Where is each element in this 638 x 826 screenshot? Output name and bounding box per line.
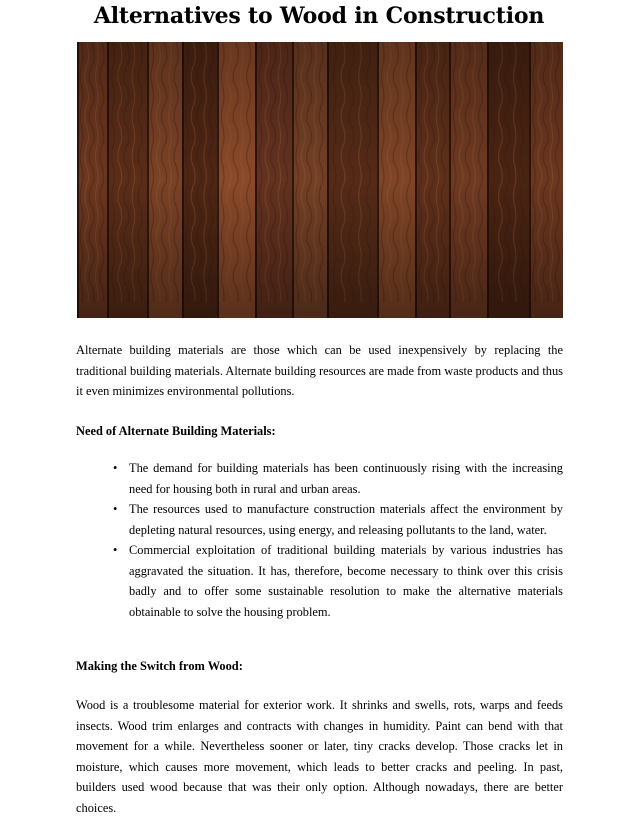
list-item [76,540,563,622]
switch-paragraph: Wood is a troublesome material for exterior work. It shrinks and swells, rots, warps and feeds insects. Wood trim enlarges and contracts with changes in humidity. Paint can bend with that movement for a while. Nevertheless sooner or later, tiny cracks develop. Those cracks let in moisture, which causes more movement, which leads to better cracks and peeling. In past, builders used wood because that was their only option. Although nowadays, there are better choices. [76,698,563,815]
bullet-marker: • [113,502,118,516]
bullet-marker: • [113,543,118,557]
wood-planks-photo [77,42,563,318]
needs-list [76,458,563,622]
section-heading-need: Need of Alternate Building Materials: [76,424,276,438]
bullet-marker: • [113,461,118,475]
section-heading-switch: Making the Switch from Wood: [76,659,243,673]
list-item-text: The resources used to manufacture construction materials affect the environment by depleting natural resources, using energy, and releasing pollutants to the land, water. [129,502,563,537]
list-item-text: Commercial exploitation of traditional building materials by various industries has aggravated the situation. It has, therefore, become necessary to think over this crisis badly and to offer some sustainable resolution to make the alternative materials obtainable to solve the housing problem. [129,543,563,619]
list-item [76,499,563,540]
list-item-text: The demand for building materials has been continuously rising with the increasing need for housing both in rural and urban areas. [129,461,563,496]
intro-paragraph: Alternate building materials are those which can be used inexpensively by replacing the traditional building materials. Alternate building resources are made from waste products and thus it even minimizes environmental pollutions. [76,343,563,398]
list-item [76,458,563,499]
page-title: Alternatives to Wood in Construction [93,3,545,29]
